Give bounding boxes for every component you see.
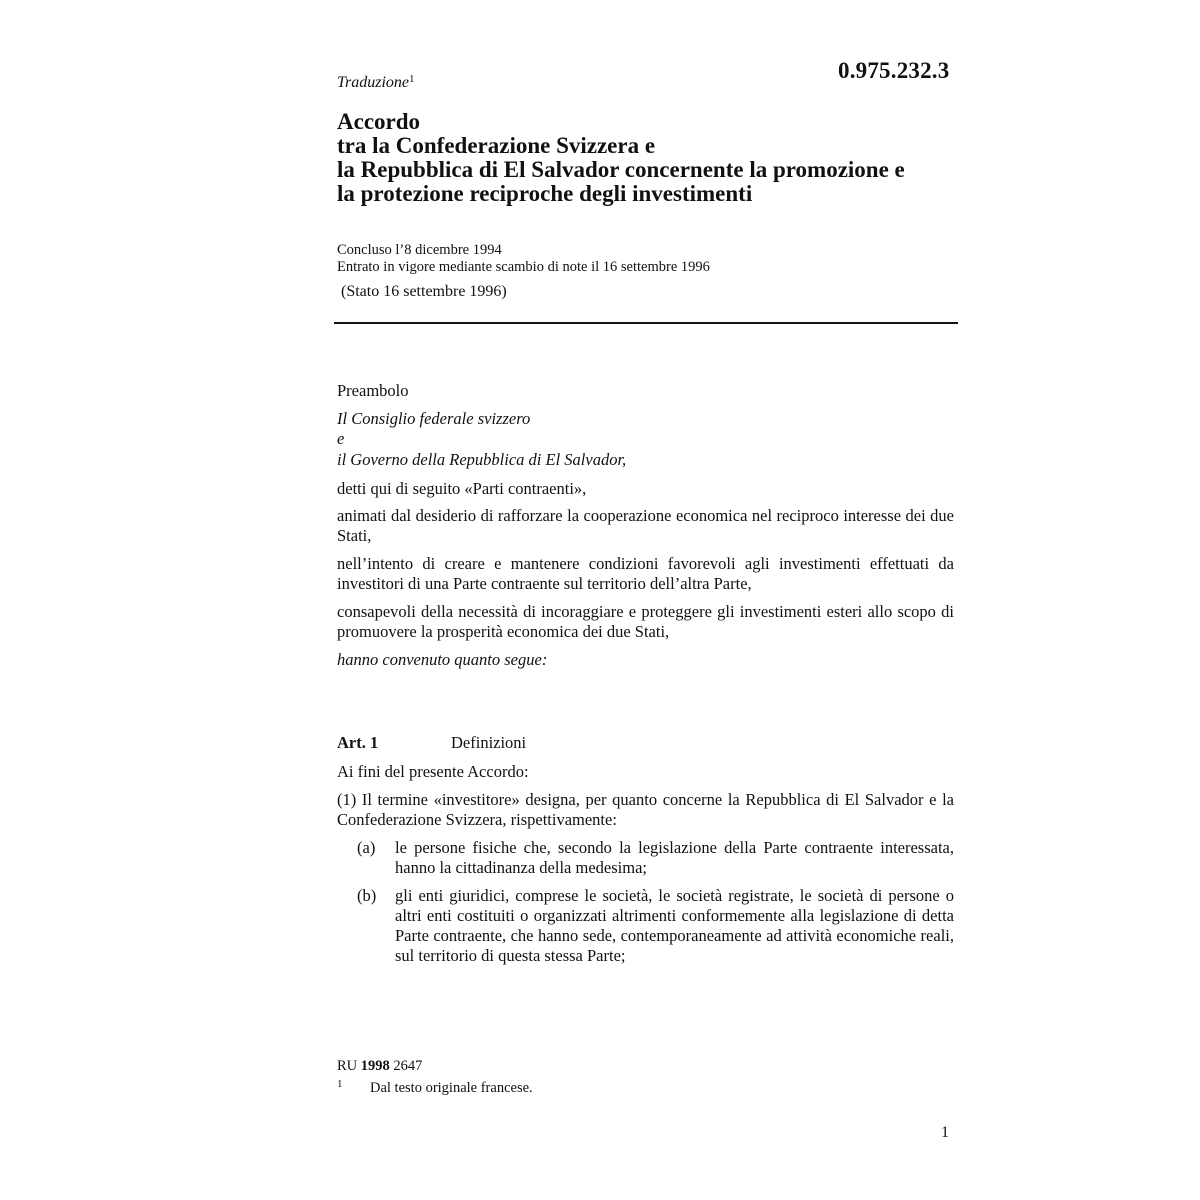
article-title: Definizioni (451, 733, 527, 752)
document-metadata (337, 242, 710, 276)
title-line: la Repubblica di El Salvador concernente la promozione e (337, 157, 905, 182)
title-line: Accordo (337, 109, 421, 134)
preamble-paragraph: consapevoli della necessità di incoraggiare e proteggere gli investimenti esteri allo scopo di promuovere la prosperità economica dei due Stati, (337, 602, 954, 641)
ru-year: 1998 (360, 1058, 390, 1074)
list-item-text: gli enti giuridici, comprese le società, le società registrate, le società di persone o altri enti costituiti o organizzati altrimenti conformemente alla legislazione di detta Parte contraente, che hanno sede, contemporaneamente ad attività economiche reali, sul territorio di questa stessa Parte; (395, 886, 954, 965)
concluded-date: Concluso l’8 dicembre 1994 (337, 242, 502, 258)
footnote-number: 1 (337, 1078, 343, 1090)
page-number: 1 (941, 1124, 949, 1141)
preamble-paragraph: detti qui di seguito «Parti contraenti», (337, 479, 587, 498)
ru-prefix: RU (337, 1058, 358, 1074)
preamble-paragraph: animati dal desiderio di rafforzare la cooperazione economica nel reciproco interesse dei due Stati, (337, 506, 954, 545)
list-item-text: le persone fisiche che, secondo la legislazione della Parte contraente interessata, hanno la cittadinanza della medesima; (395, 838, 954, 877)
preamble-paragraph: nell’intento di creare e mantenere condizioni favorevoli agli investimenti effettuati da investitori di una Parte contraente sul territorio dell’altra Parte, (337, 554, 954, 593)
translation-label (337, 74, 415, 92)
footnote-text: Dal testo originale francese. (370, 1080, 533, 1096)
header-divider (334, 322, 958, 324)
party-1: Il Consiglio federale svizzero (337, 409, 531, 428)
ru-page: 2647 (393, 1058, 423, 1074)
article-number: Art. 1 (337, 733, 379, 752)
article-paragraph: (1) Il termine «investitore» designa, per quanto concerne la Repubblica di El Salvador e la Confederazione Svizzera, rispettivamente: (337, 790, 954, 829)
status-date: (Stato 16 settembre 1996) (341, 283, 507, 300)
list-item-marker: (a) (357, 838, 376, 857)
party-2: il Governo della Repubblica di El Salvador, (337, 450, 627, 469)
footnote-reference: 1 (409, 73, 415, 85)
list-item-marker: (b) (357, 886, 377, 905)
in-force-date: Entrato in vigore mediante scambio di note il 16 settembre 1996 (337, 259, 710, 275)
official-collection-reference (337, 1058, 422, 1075)
title-line: la protezione reciproche degli investimenti (337, 181, 753, 206)
translation-text: Traduzione (337, 74, 410, 91)
title-line: tra la Confederazione Svizzera e (337, 133, 656, 158)
party-conjunction: e (337, 429, 345, 448)
article-intro: Ai fini del presente Accordo: (337, 762, 529, 781)
preamble-heading: Preambolo (337, 381, 409, 400)
preamble-closing: hanno convenuto quanto segue: (337, 650, 548, 669)
sr-number: 0.975.232.3 (838, 58, 950, 83)
document-title (337, 110, 957, 206)
